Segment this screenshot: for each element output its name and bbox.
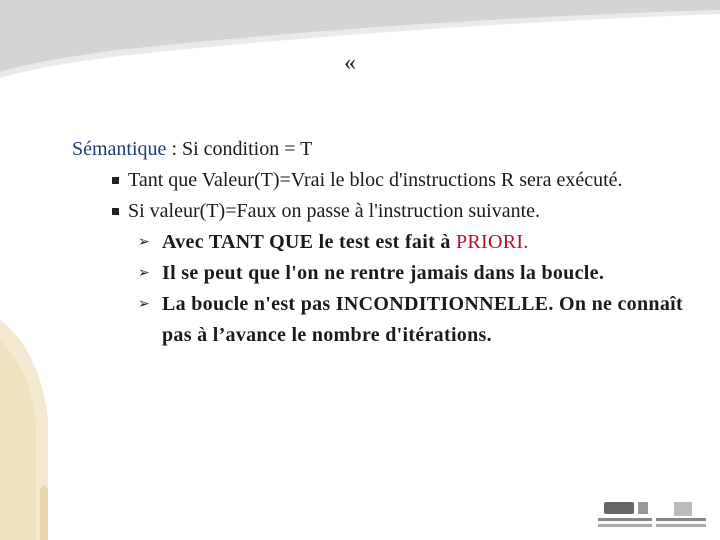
sub-bullet-text: La boucle n'est pas INCONDITIONNELLE. On ne connaît pas à l’avance le nombre d'itérations. (162, 293, 683, 346)
lead-term: Sémantique (72, 138, 167, 160)
sub-bullet-text: Il se peut que l'on ne rentre jamais dans la boucle. (162, 262, 605, 284)
lead-line (72, 134, 692, 165)
arrow-bullet-icon: ➢ (138, 266, 151, 281)
arrow-bullet-icon: ➢ (138, 297, 151, 312)
sub-bullet-item (72, 289, 692, 351)
square-bullet-icon (112, 177, 119, 184)
bullet-item (72, 196, 692, 227)
sub-bullet-accent: PRIORI. (455, 231, 529, 253)
slide-content (72, 134, 692, 351)
bullet-text: Tant que Valeur(T)=Vrai le bloc d'instructions R sera exécuté. (128, 169, 623, 191)
arrow-bullet-icon: ➢ (138, 235, 151, 250)
sub-bullet-item (72, 227, 692, 258)
university-logo-icon (598, 500, 708, 532)
sub-bullet-text: Avec TANT QUE le test est fait à (162, 231, 456, 253)
sub-bullet-item (72, 258, 692, 289)
slide-title: « (344, 50, 356, 76)
dome-ornament-icon (0, 320, 48, 540)
lead-rest: : Si condition = T (166, 138, 313, 160)
bullet-item (72, 165, 692, 196)
square-bullet-icon (112, 208, 119, 215)
bullet-text: Si valeur(T)=Faux on passe à l'instruction suivante. (128, 200, 541, 222)
